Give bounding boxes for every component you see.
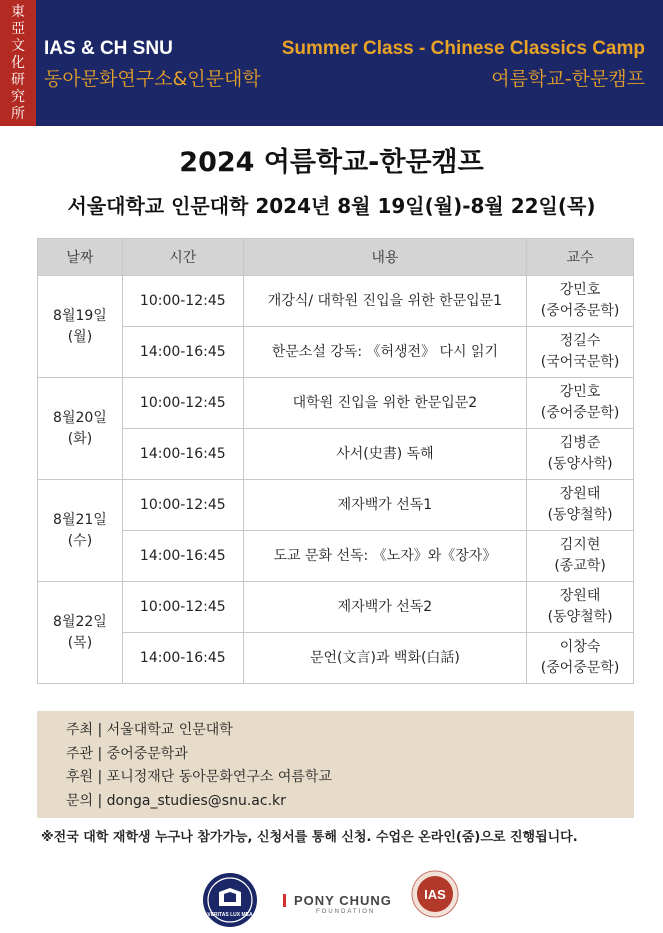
header-banner xyxy=(0,0,663,126)
date-cell xyxy=(38,276,123,378)
professor-name: 김지현 xyxy=(559,537,601,553)
content-cell: 제자백가 선독1 xyxy=(243,480,526,531)
table-row xyxy=(38,429,634,480)
professor-department: (동양사학) xyxy=(547,456,613,472)
header-program-korean: 여름학교-한문캠프 xyxy=(491,68,645,90)
time-cell: 14:00-16:45 xyxy=(122,633,243,684)
content-cell: 문언(文言)과 백화(白話) xyxy=(243,633,526,684)
time-cell: 10:00-12:45 xyxy=(122,582,243,633)
weekday-text: (월) xyxy=(67,328,93,345)
schedule-table xyxy=(37,238,634,684)
professor-cell xyxy=(527,378,634,429)
organizer-info-box xyxy=(37,711,634,818)
seal-char: 東 xyxy=(11,3,25,20)
pony-logo-text: PONY CHUNG xyxy=(294,893,392,908)
snu-emblem-logo xyxy=(202,872,258,928)
seal-char: 亞 xyxy=(11,20,25,37)
professor-name: 정길수 xyxy=(559,333,601,349)
pony-logo-subtext: FOUNDATION xyxy=(316,909,376,915)
content-cell: 제자백가 선독2 xyxy=(243,582,526,633)
date-cell xyxy=(38,378,123,480)
professor-cell xyxy=(527,531,634,582)
weekday-text: (화) xyxy=(67,430,93,447)
content-cell: 한문소설 강독: 《허생전》 다시 읽기 xyxy=(243,327,526,378)
seal-char: 研 xyxy=(11,72,25,89)
date-cell xyxy=(38,582,123,684)
weekday-text: (목) xyxy=(67,634,93,651)
page-title: 2024 여름학교-한문캠프 xyxy=(179,147,484,178)
time-cell: 14:00-16:45 xyxy=(122,327,243,378)
professor-name: 김병준 xyxy=(559,435,601,451)
seal-char: 究 xyxy=(11,89,25,106)
table-row xyxy=(38,633,634,684)
date-text: 8월21일 xyxy=(53,511,107,528)
date-text: 8월19일 xyxy=(53,307,107,324)
date-text: 8월22일 xyxy=(53,613,107,630)
header-program-english: Summer Class - Chinese Classics Camp xyxy=(281,38,645,59)
professor-cell xyxy=(527,276,634,327)
table-row xyxy=(38,480,634,531)
professor-department: (동양철학) xyxy=(547,609,613,625)
header-org-korean: 동아문화연구소&인문대학 xyxy=(44,68,261,90)
professor-name: 강민호 xyxy=(559,282,601,298)
professor-department: (중어중문학) xyxy=(540,660,620,676)
time-cell: 14:00-16:45 xyxy=(122,429,243,480)
column-header-date: 날짜 xyxy=(38,239,123,276)
professor-department: (중어중문학) xyxy=(540,405,620,421)
table-row xyxy=(38,531,634,582)
column-header-professor: 교수 xyxy=(527,239,634,276)
time-cell: 10:00-12:45 xyxy=(122,480,243,531)
ias-logo xyxy=(411,870,459,918)
institute-seal xyxy=(0,0,36,126)
page-subtitle: 서울대학교 인문대학 2024년 8월 19일(월)-8월 22일(목) xyxy=(67,194,596,218)
organizer-line: 주관 | 중어중문학과 xyxy=(66,745,188,762)
column-header-content: 내용 xyxy=(243,239,526,276)
contact-line: 문의 | donga_studies@snu.ac.kr xyxy=(66,792,286,809)
professor-department: (종교학) xyxy=(554,558,606,574)
date-text: 8월20일 xyxy=(53,409,107,426)
professor-department: (국어국문학) xyxy=(540,354,620,370)
host-line: 주최 | 서울대학교 인문대학 xyxy=(66,722,233,738)
table-row xyxy=(38,378,634,429)
table-row xyxy=(38,276,634,327)
content-cell: 도교 문화 선독: 《노자》와《장자》 xyxy=(243,531,526,582)
ias-logo-text: IAS xyxy=(424,887,446,902)
pony-accent-bar xyxy=(283,894,286,907)
time-cell: 14:00-16:45 xyxy=(122,531,243,582)
professor-department: (동양철학) xyxy=(547,507,613,523)
header-org-english: IAS & CH SNU xyxy=(44,38,173,59)
professor-name: 이창숙 xyxy=(559,639,601,655)
eligibility-note: ※전국 대학 재학생 누구나 참가가능, 신청서를 통해 신청. 수업은 온라인(줌)으로 진행됩니다. xyxy=(41,830,578,845)
sponsor-line: 후원 | 포니정재단 동아문화연구소 여름학교 xyxy=(66,769,332,785)
professor-department: (중어중문학) xyxy=(540,303,620,319)
pony-chung-logo xyxy=(283,893,392,915)
professor-name: 장원태 xyxy=(559,486,601,502)
table-row xyxy=(38,582,634,633)
professor-cell xyxy=(527,633,634,684)
time-cell: 10:00-12:45 xyxy=(122,276,243,327)
seal-char: 化 xyxy=(11,54,25,71)
date-cell xyxy=(38,480,123,582)
column-header-time: 시간 xyxy=(122,239,243,276)
content-cell: 대학원 진입을 위한 한문입문2 xyxy=(243,378,526,429)
seal-char: 所 xyxy=(11,106,25,123)
table-row xyxy=(38,327,634,378)
professor-name: 장원태 xyxy=(559,588,601,604)
content-cell: 개강식/ 대학원 진입을 위한 한문입문1 xyxy=(243,276,526,327)
professor-cell xyxy=(527,480,634,531)
time-cell: 10:00-12:45 xyxy=(122,378,243,429)
professor-cell xyxy=(527,429,634,480)
professor-cell xyxy=(527,582,634,633)
content-cell: 사서(史書) 독해 xyxy=(243,429,526,480)
table-header-row xyxy=(38,239,634,276)
snu-motto: VERITAS LUX MEA xyxy=(207,912,253,918)
weekday-text: (수) xyxy=(67,532,93,549)
seal-char: 文 xyxy=(11,37,25,54)
professor-name: 강민호 xyxy=(559,384,601,400)
professor-cell xyxy=(527,327,634,378)
